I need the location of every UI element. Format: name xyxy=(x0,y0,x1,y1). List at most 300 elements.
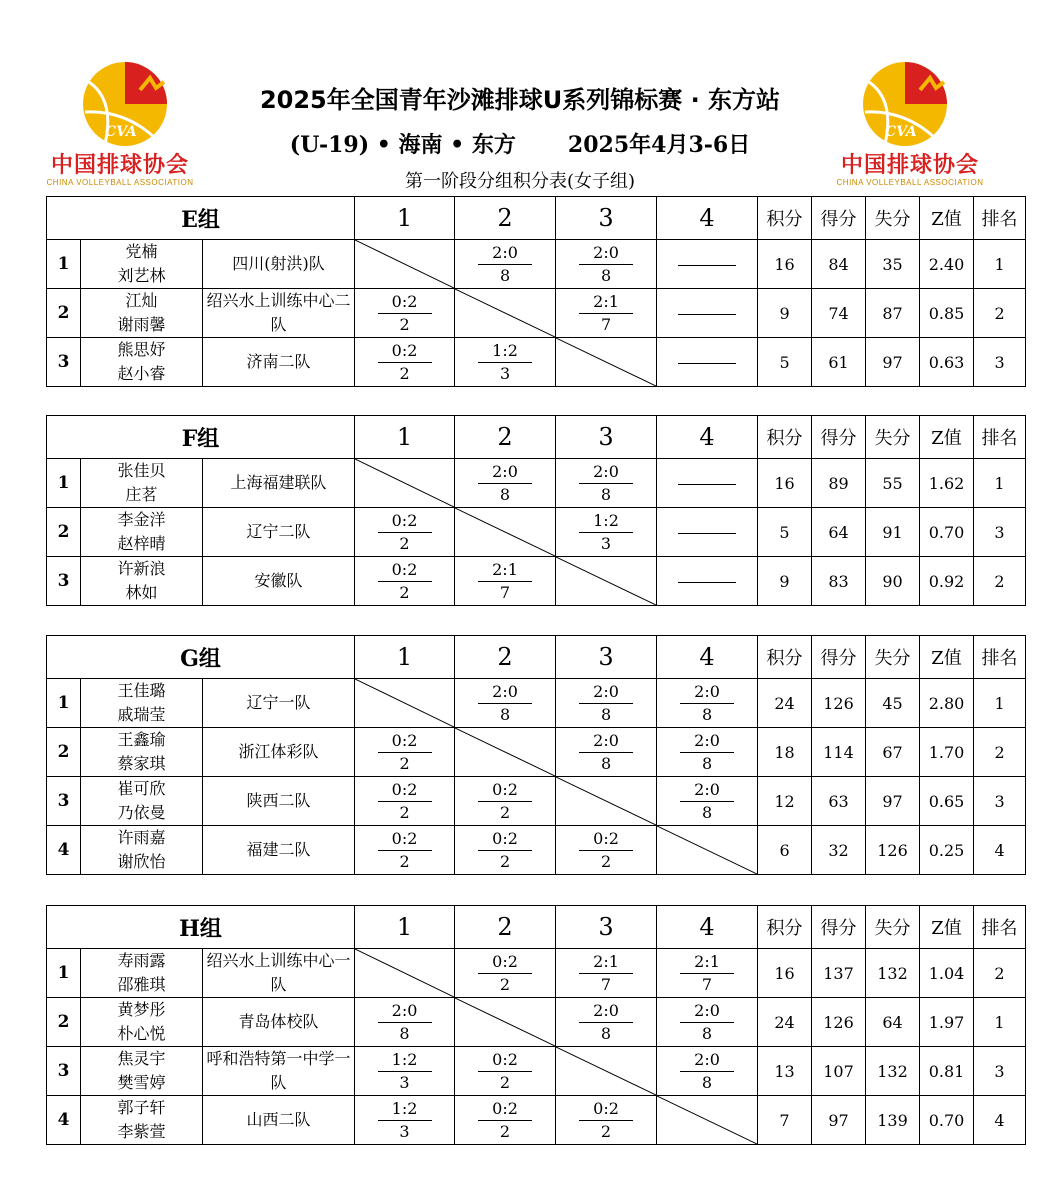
match-points: 2 xyxy=(399,802,410,822)
match-score xyxy=(579,291,633,336)
match-points: 3 xyxy=(399,1121,410,1141)
match-result-cell xyxy=(657,679,758,728)
team-name: 浙江体彩队 xyxy=(203,728,355,777)
points-won-cell: 107 xyxy=(812,1047,866,1096)
match-points: 3 xyxy=(399,1072,410,1092)
stat-column-header: 积分 xyxy=(758,416,812,459)
match-result-cell xyxy=(455,459,556,508)
self-match-cell xyxy=(355,240,455,289)
set-score: 0:2 xyxy=(378,510,432,533)
match-points: 2 xyxy=(499,1121,511,1141)
match-score xyxy=(378,291,432,336)
event-category: (U-19) • 海南 • 东方 xyxy=(289,132,516,158)
points-won-cell: 83 xyxy=(812,557,866,606)
match-score xyxy=(579,828,633,873)
z-value-cell: 1.70 xyxy=(920,728,974,777)
match-result-cell xyxy=(556,459,657,508)
set-score: 2:0 xyxy=(378,1000,432,1023)
match-score xyxy=(478,951,532,996)
rank-cell: 3 xyxy=(974,1047,1026,1096)
team-index: 3 xyxy=(47,1047,81,1096)
diagonal-line xyxy=(455,289,555,337)
player-2-name: 乃依曼 xyxy=(117,803,166,822)
player-2-name: 林如 xyxy=(125,583,158,602)
team-name: 四川(射洪)队 xyxy=(203,240,355,289)
points-lost-cell: 97 xyxy=(866,777,920,826)
group-name: F组 xyxy=(47,416,355,459)
team-index: 3 xyxy=(47,338,81,387)
match-result-cell xyxy=(355,777,455,826)
match-score xyxy=(378,730,432,775)
team-index: 4 xyxy=(47,826,81,875)
team-name: 福建二队 xyxy=(203,826,355,875)
match-score xyxy=(378,340,432,385)
table-row xyxy=(47,949,1026,998)
rank-cell: 2 xyxy=(974,557,1026,606)
match-score xyxy=(478,559,532,604)
stat-column-header: 得分 xyxy=(812,906,866,949)
set-score: 2:0 xyxy=(579,681,633,704)
player-2-name: 樊雪婷 xyxy=(117,1073,166,1092)
opponent-column-header: 1 xyxy=(355,416,455,459)
player-names xyxy=(81,949,203,998)
match-score xyxy=(478,340,532,385)
team-index: 4 xyxy=(47,1096,81,1145)
team-index: 3 xyxy=(47,557,81,606)
rank-cell: 1 xyxy=(974,998,1026,1047)
z-value-cell: 0.25 xyxy=(920,826,974,875)
table-row xyxy=(47,728,1026,777)
team-index: 1 xyxy=(47,459,81,508)
points-lost-cell: 132 xyxy=(866,1047,920,1096)
team-name: 呼和浩特第一中学一队 xyxy=(203,1047,355,1096)
z-value-cell: 0.65 xyxy=(920,777,974,826)
player-names xyxy=(81,777,203,826)
group-name: E组 xyxy=(47,197,355,240)
match-result-cell xyxy=(657,949,758,998)
table-row xyxy=(47,777,1026,826)
set-score: 0:2 xyxy=(478,828,532,851)
team-index: 1 xyxy=(47,949,81,998)
team-name: 上海福建联队 xyxy=(203,459,355,508)
match-result-cell xyxy=(556,826,657,875)
set-score: 0:2 xyxy=(378,559,432,582)
match-score xyxy=(378,1049,432,1094)
no-match-dash xyxy=(678,363,736,364)
set-score: 0:2 xyxy=(378,730,432,753)
z-value-cell: 0.85 xyxy=(920,289,974,338)
match-result-cell xyxy=(455,1047,556,1096)
match-points: 2 xyxy=(399,753,410,773)
diagonal-line xyxy=(455,728,555,776)
stat-column-header: 排名 xyxy=(974,416,1026,459)
no-match-dash xyxy=(678,265,736,266)
stat-column-header: 失分 xyxy=(866,636,920,679)
no-match-cell xyxy=(657,289,758,338)
z-value-cell: 0.70 xyxy=(920,508,974,557)
diagonal-line xyxy=(556,338,656,386)
match-result-cell xyxy=(355,338,455,387)
player-names xyxy=(81,998,203,1047)
match-score xyxy=(378,559,432,604)
stat-column-header: Z值 xyxy=(920,906,974,949)
player-names xyxy=(81,338,203,387)
points-won-cell: 126 xyxy=(812,998,866,1047)
set-score: 0:2 xyxy=(378,340,432,363)
opponent-column-header: 2 xyxy=(455,636,556,679)
stat-column-header: 失分 xyxy=(866,197,920,240)
no-match-dash xyxy=(678,484,736,485)
opponent-column-header: 4 xyxy=(657,906,758,949)
player-1-name: 党楠 xyxy=(125,242,158,261)
self-match-cell xyxy=(355,949,455,998)
points-cell: 9 xyxy=(758,557,812,606)
match-result-cell xyxy=(455,826,556,875)
no-match-cell xyxy=(657,508,758,557)
match-points: 2 xyxy=(600,851,612,871)
z-value-cell: 1.97 xyxy=(920,998,974,1047)
set-score: 0:2 xyxy=(478,1098,532,1121)
set-score: 1:2 xyxy=(478,340,532,363)
points-won-cell: 64 xyxy=(812,508,866,557)
stat-column-header: 积分 xyxy=(758,636,812,679)
points-won-cell: 137 xyxy=(812,949,866,998)
z-value-cell: 1.62 xyxy=(920,459,974,508)
player-1-name: 李金洋 xyxy=(117,510,166,529)
match-score xyxy=(478,1098,532,1143)
rank-cell: 1 xyxy=(974,679,1026,728)
self-match-cell xyxy=(556,338,657,387)
match-result-cell xyxy=(355,1047,455,1096)
match-points: 8 xyxy=(701,1023,713,1043)
match-score xyxy=(579,1098,633,1143)
match-points: 2 xyxy=(399,533,410,553)
stat-column-header: Z值 xyxy=(920,416,974,459)
match-points: 8 xyxy=(701,802,713,822)
standings-table xyxy=(46,635,1026,875)
standings-table xyxy=(46,196,1026,387)
player-1-name: 寿雨露 xyxy=(117,951,166,970)
z-value-cell: 0.81 xyxy=(920,1047,974,1096)
match-result-cell xyxy=(355,998,455,1047)
match-points: 7 xyxy=(600,974,612,994)
self-match-cell xyxy=(455,728,556,777)
table-row xyxy=(47,998,1026,1047)
diagonal-line xyxy=(355,240,454,288)
diagonal-line xyxy=(556,1047,656,1095)
diagonal-line xyxy=(556,557,656,605)
match-result-cell xyxy=(657,998,758,1047)
match-result-cell xyxy=(355,826,455,875)
set-score: 2:0 xyxy=(478,681,532,704)
rank-cell: 1 xyxy=(974,459,1026,508)
player-names xyxy=(81,289,203,338)
match-result-cell xyxy=(455,949,556,998)
match-points: 8 xyxy=(499,704,511,724)
match-points: 3 xyxy=(600,533,612,553)
player-1-name: 崔可欣 xyxy=(117,779,166,798)
diagonal-line xyxy=(657,826,757,874)
match-result-cell xyxy=(355,1096,455,1145)
table-row xyxy=(47,459,1026,508)
player-names xyxy=(81,826,203,875)
team-index: 1 xyxy=(47,240,81,289)
points-lost-cell: 91 xyxy=(866,508,920,557)
points-lost-cell: 45 xyxy=(866,679,920,728)
points-won-cell: 74 xyxy=(812,289,866,338)
rank-cell: 2 xyxy=(974,728,1026,777)
table-row xyxy=(47,338,1026,387)
player-2-name: 谢欣怡 xyxy=(117,852,166,871)
match-score xyxy=(478,461,532,506)
set-score: 0:2 xyxy=(478,779,532,802)
z-value-cell: 2.40 xyxy=(920,240,974,289)
diagonal-line xyxy=(455,508,555,556)
match-points: 2 xyxy=(399,851,410,871)
match-result-cell xyxy=(455,240,556,289)
points-cell: 24 xyxy=(758,679,812,728)
self-match-cell xyxy=(556,1047,657,1096)
opponent-column-header: 2 xyxy=(455,906,556,949)
match-score xyxy=(579,681,633,726)
match-points: 2 xyxy=(499,851,511,871)
points-cell: 16 xyxy=(758,949,812,998)
points-cell: 13 xyxy=(758,1047,812,1096)
player-2-name: 蔡家琪 xyxy=(117,754,166,773)
rank-cell: 4 xyxy=(974,826,1026,875)
stat-column-header: 得分 xyxy=(812,416,866,459)
self-match-cell xyxy=(455,289,556,338)
z-value-cell: 0.70 xyxy=(920,1096,974,1145)
points-won-cell: 63 xyxy=(812,777,866,826)
group-table-4 xyxy=(46,905,1018,1145)
match-points: 2 xyxy=(600,1121,612,1141)
points-cell: 18 xyxy=(758,728,812,777)
points-lost-cell: 90 xyxy=(866,557,920,606)
set-score: 2:1 xyxy=(579,951,633,974)
match-points: 8 xyxy=(399,1023,410,1043)
match-result-cell xyxy=(657,728,758,777)
no-match-dash xyxy=(678,582,736,583)
match-result-cell xyxy=(455,679,556,728)
points-cell: 5 xyxy=(758,338,812,387)
player-names xyxy=(81,1096,203,1145)
set-score: 2:1 xyxy=(478,559,532,582)
svg-text:CVA: CVA xyxy=(885,124,917,140)
points-won-cell: 32 xyxy=(812,826,866,875)
set-score: 2:0 xyxy=(579,1000,633,1023)
match-result-cell xyxy=(556,1096,657,1145)
team-index: 2 xyxy=(47,998,81,1047)
match-points: 8 xyxy=(701,1072,713,1092)
svg-text:CVA: CVA xyxy=(105,124,137,140)
table-header-row xyxy=(47,197,1026,240)
player-2-name: 戚瑞莹 xyxy=(117,705,166,724)
self-match-cell xyxy=(455,998,556,1047)
table-row xyxy=(47,1096,1026,1145)
team-index: 2 xyxy=(47,508,81,557)
match-score xyxy=(680,1000,734,1045)
points-lost-cell: 55 xyxy=(866,459,920,508)
match-score xyxy=(680,730,734,775)
standings-table xyxy=(46,415,1026,606)
set-score: 0:2 xyxy=(378,291,432,314)
logo-chinese-text: 中国排球协会 xyxy=(50,152,189,178)
match-result-cell xyxy=(355,728,455,777)
rank-cell: 2 xyxy=(974,949,1026,998)
match-result-cell xyxy=(556,679,657,728)
match-score xyxy=(478,242,532,287)
team-name: 安徽队 xyxy=(203,557,355,606)
team-name: 辽宁二队 xyxy=(203,508,355,557)
z-value-cell: 1.04 xyxy=(920,949,974,998)
player-1-name: 焦灵宇 xyxy=(117,1049,166,1068)
diagonal-line xyxy=(556,777,656,825)
team-index: 2 xyxy=(47,728,81,777)
points-lost-cell: 132 xyxy=(866,949,920,998)
match-score xyxy=(579,461,633,506)
player-1-name: 熊思妤 xyxy=(117,340,166,359)
match-points: 8 xyxy=(701,704,713,724)
rank-cell: 1 xyxy=(974,240,1026,289)
set-score: 2:0 xyxy=(478,242,532,265)
match-points: 7 xyxy=(600,314,612,334)
points-cell: 16 xyxy=(758,240,812,289)
set-score: 2:1 xyxy=(680,951,734,974)
event-dates: 2025年4月3-6日 xyxy=(567,132,751,158)
table-title: 第一阶段分组积分表(女子组) xyxy=(404,171,636,192)
player-1-name: 王佳璐 xyxy=(117,681,166,700)
set-score: 0:2 xyxy=(478,951,532,974)
set-score: 2:1 xyxy=(579,291,633,314)
stat-column-header: 失分 xyxy=(866,906,920,949)
points-won-cell: 126 xyxy=(812,679,866,728)
set-score: 2:0 xyxy=(579,461,633,484)
set-score: 0:2 xyxy=(378,828,432,851)
table-row xyxy=(47,289,1026,338)
page-subtitle xyxy=(0,128,1040,159)
set-score: 2:0 xyxy=(680,730,734,753)
rank-cell: 3 xyxy=(974,338,1026,387)
group-table-2 xyxy=(46,415,1018,606)
player-2-name: 朴心悦 xyxy=(117,1024,166,1043)
match-result-cell xyxy=(455,777,556,826)
no-match-cell xyxy=(657,459,758,508)
rank-cell: 4 xyxy=(974,1096,1026,1145)
player-2-name: 赵梓晴 xyxy=(117,534,166,553)
set-score: 2:0 xyxy=(478,461,532,484)
match-points: 8 xyxy=(600,704,612,724)
points-lost-cell: 97 xyxy=(866,338,920,387)
opponent-column-header: 1 xyxy=(355,636,455,679)
stat-column-header: 排名 xyxy=(974,197,1026,240)
team-name: 辽宁一队 xyxy=(203,679,355,728)
match-result-cell xyxy=(355,557,455,606)
match-result-cell xyxy=(556,289,657,338)
standings-table xyxy=(46,905,1026,1145)
match-points: 8 xyxy=(499,265,511,285)
match-score xyxy=(680,951,734,996)
points-cell: 9 xyxy=(758,289,812,338)
team-index: 2 xyxy=(47,289,81,338)
player-1-name: 许雨嘉 xyxy=(117,828,166,847)
opponent-column-header: 1 xyxy=(355,197,455,240)
match-points: 2 xyxy=(399,314,410,334)
player-names xyxy=(81,1047,203,1096)
team-index: 1 xyxy=(47,679,81,728)
stat-column-header: 失分 xyxy=(866,416,920,459)
player-2-name: 庄茗 xyxy=(125,485,158,504)
match-score xyxy=(680,1049,734,1094)
points-cell: 6 xyxy=(758,826,812,875)
match-score xyxy=(478,681,532,726)
player-names xyxy=(81,508,203,557)
points-lost-cell: 35 xyxy=(866,240,920,289)
z-value-cell: 0.63 xyxy=(920,338,974,387)
points-won-cell: 89 xyxy=(812,459,866,508)
points-won-cell: 114 xyxy=(812,728,866,777)
group-name: G组 xyxy=(47,636,355,679)
opponent-column-header: 2 xyxy=(455,416,556,459)
self-match-cell xyxy=(556,557,657,606)
match-score xyxy=(378,828,432,873)
team-index: 3 xyxy=(47,777,81,826)
match-score xyxy=(579,951,633,996)
diagonal-line xyxy=(657,1096,757,1144)
set-score: 2:0 xyxy=(680,1049,734,1072)
match-result-cell xyxy=(556,998,657,1047)
points-cell: 24 xyxy=(758,998,812,1047)
player-1-name: 郭子轩 xyxy=(117,1098,166,1117)
points-cell: 7 xyxy=(758,1096,812,1145)
match-score xyxy=(378,1098,432,1143)
set-score: 2:0 xyxy=(680,681,734,704)
z-value-cell: 0.92 xyxy=(920,557,974,606)
points-won-cell: 97 xyxy=(812,1096,866,1145)
match-result-cell xyxy=(556,508,657,557)
match-score xyxy=(378,779,432,824)
match-result-cell xyxy=(657,1047,758,1096)
group-table-3 xyxy=(46,635,1018,875)
rank-cell: 3 xyxy=(974,508,1026,557)
set-score: 1:2 xyxy=(378,1049,432,1072)
rank-cell: 2 xyxy=(974,289,1026,338)
table-header-row xyxy=(47,416,1026,459)
table-row xyxy=(47,1047,1026,1096)
no-match-dash xyxy=(678,314,736,315)
points-won-cell: 61 xyxy=(812,338,866,387)
set-score: 0:2 xyxy=(579,828,633,851)
no-match-cell xyxy=(657,240,758,289)
set-score: 1:2 xyxy=(579,510,633,533)
points-lost-cell: 64 xyxy=(866,998,920,1047)
table-header-row xyxy=(47,636,1026,679)
opponent-column-header: 3 xyxy=(556,416,657,459)
set-score: 2:0 xyxy=(579,730,633,753)
logo-english-text: CHINA VOLLEYBALL ASSOCIATION xyxy=(836,178,984,187)
opponent-column-header: 1 xyxy=(355,906,455,949)
match-points: 8 xyxy=(701,753,713,773)
points-won-cell: 84 xyxy=(812,240,866,289)
player-1-name: 许新浪 xyxy=(117,559,166,578)
match-score xyxy=(378,1000,432,1045)
player-names xyxy=(81,557,203,606)
match-score xyxy=(680,681,734,726)
match-points: 2 xyxy=(399,582,410,602)
match-points: 7 xyxy=(701,974,713,994)
table-row xyxy=(47,240,1026,289)
player-1-name: 黄梦彤 xyxy=(117,1000,166,1019)
